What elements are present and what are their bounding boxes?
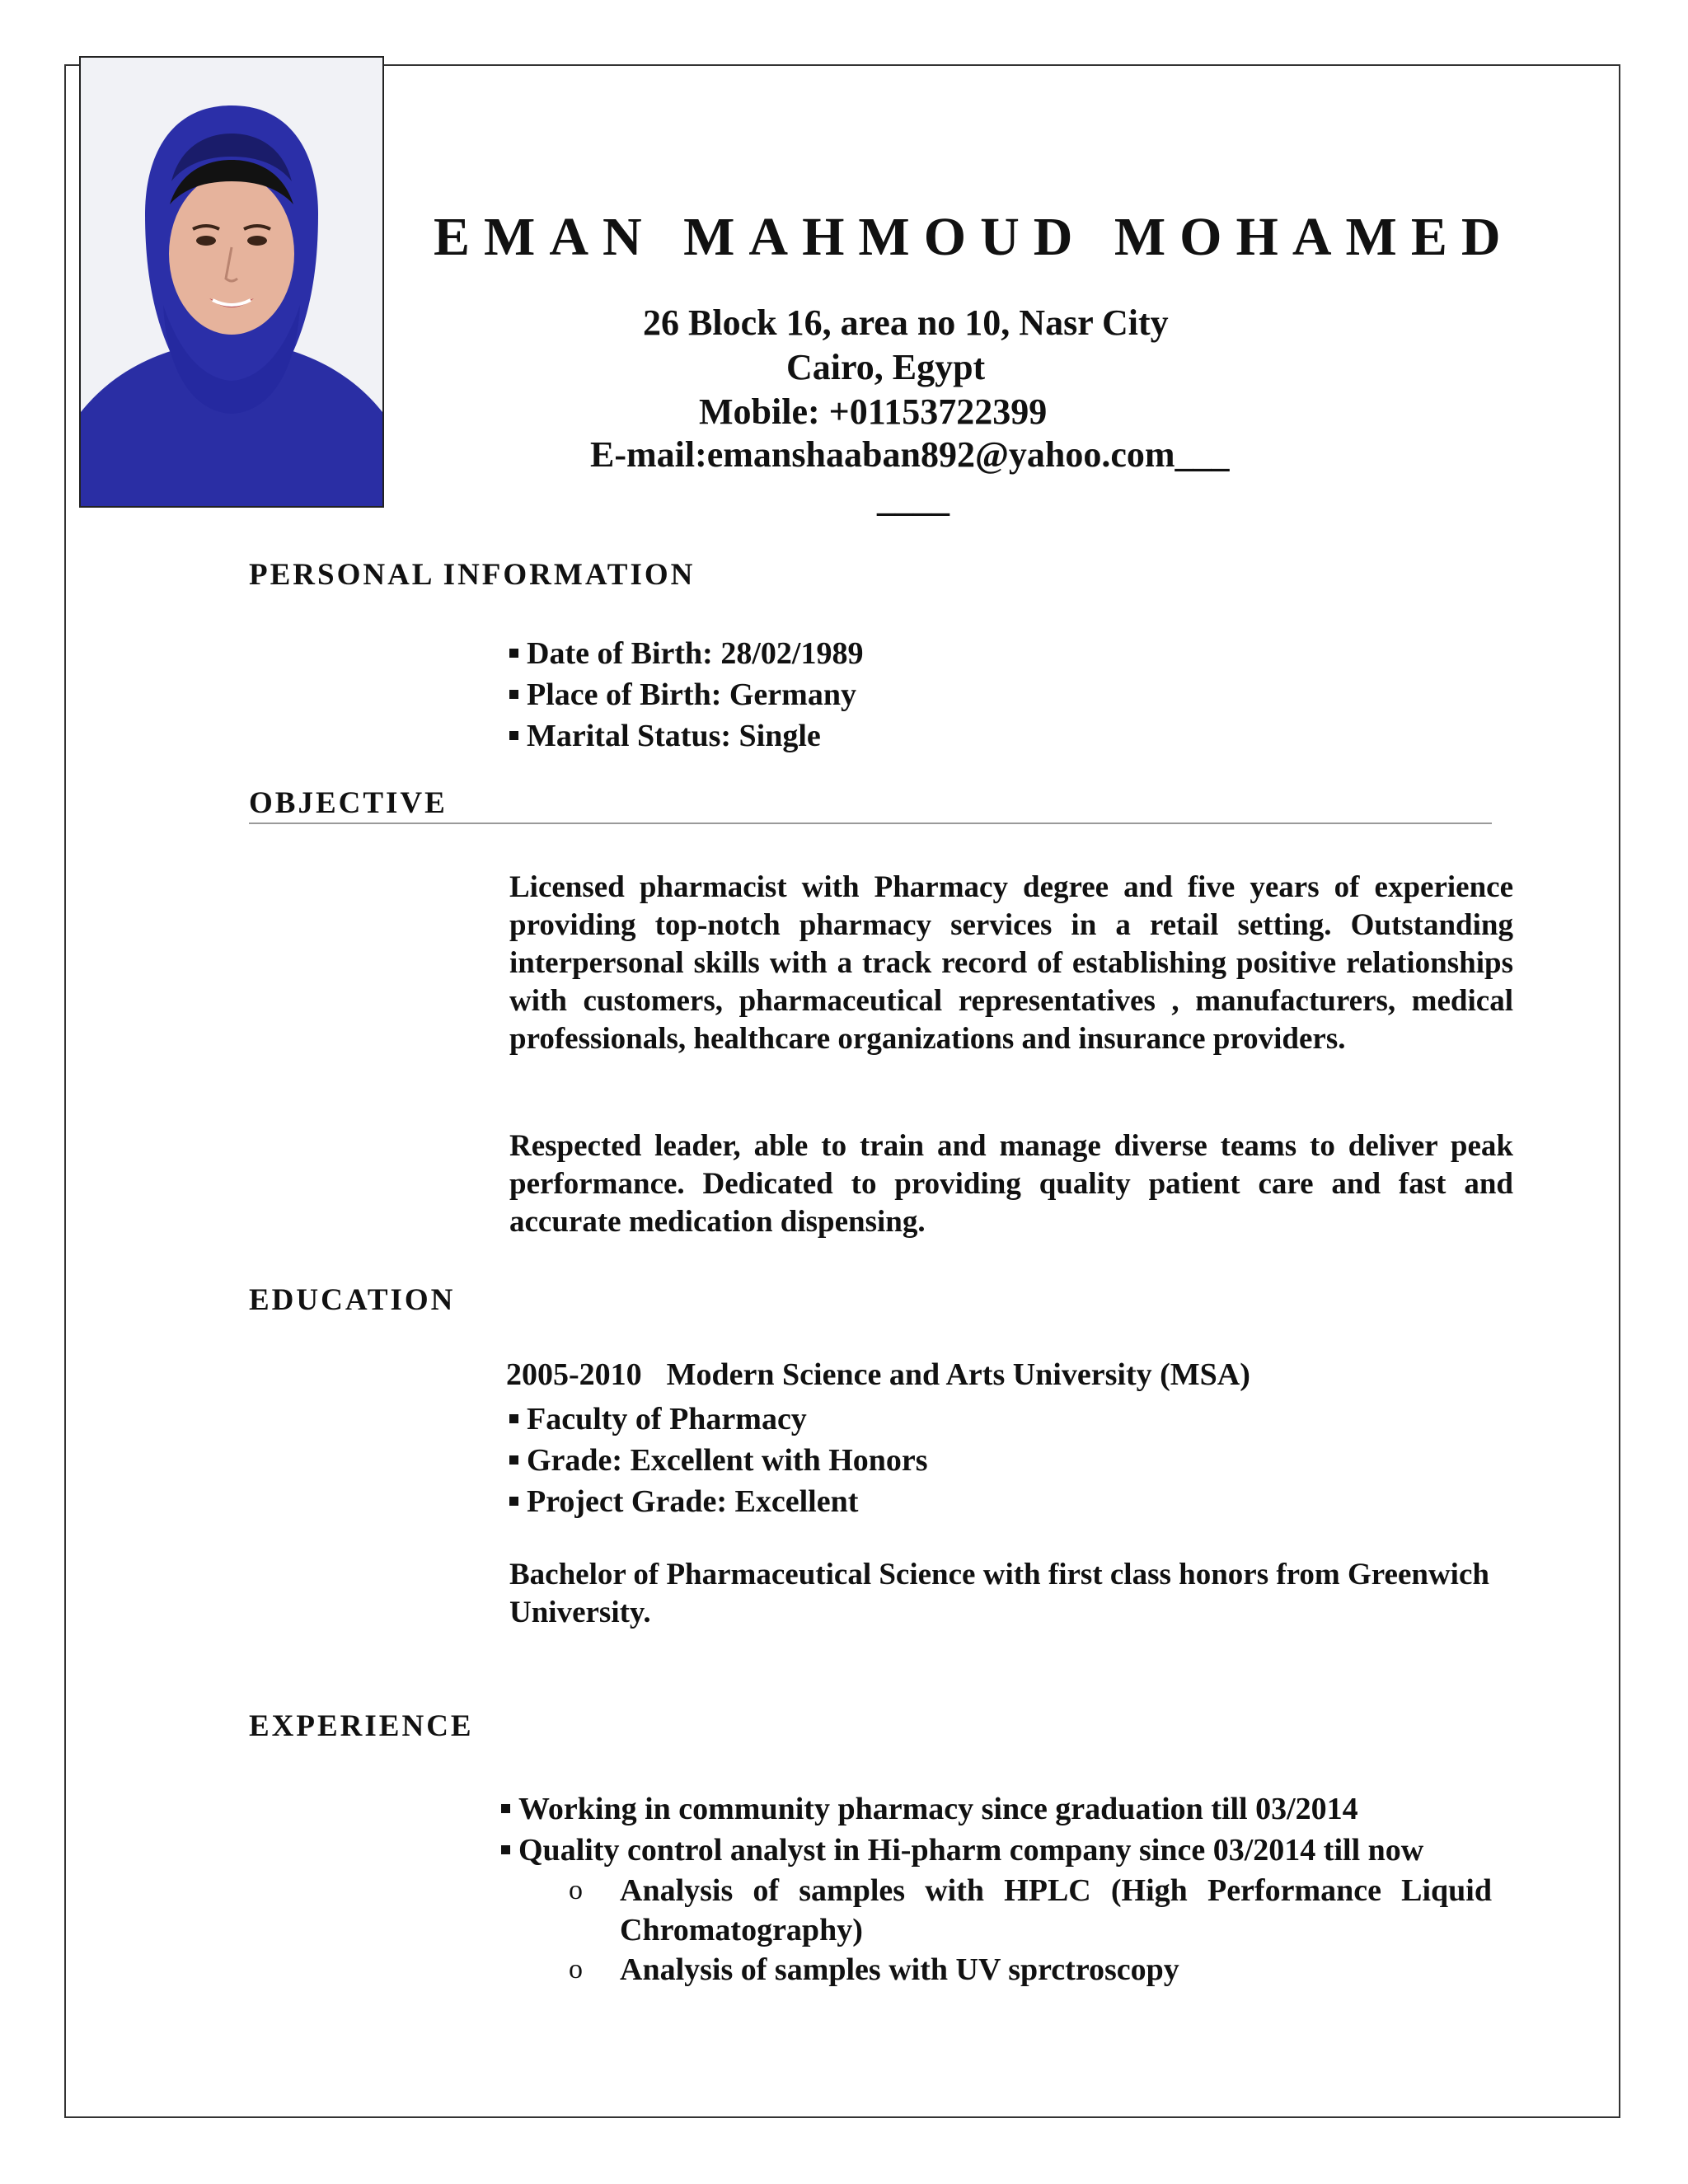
experience-list: [501, 1788, 1423, 1871]
education-note: Bachelor of Pharmaceutical Science with first class honors from Greenwich University.: [509, 1558, 1489, 1629]
mobile-line: Mobile: +01153722399: [699, 391, 1048, 432]
faculty: Faculty of Pharmacy: [527, 1402, 807, 1436]
square-bullet-icon: [509, 649, 518, 658]
personal-info-heading: PERSONAL INFORMATION: [249, 558, 696, 592]
experience-subitem-1: Analysis of samples with HPLC (High Performance Liquid Chromatography): [620, 1873, 1492, 1947]
circle-bullet-icon: o: [569, 1875, 583, 1905]
square-bullet-icon: [501, 1845, 510, 1854]
square-bullet-icon: [501, 1804, 510, 1813]
marital-status: Marital Status: Single: [527, 719, 821, 753]
address-line: 26 Block 16, area no 10, Nasr City: [643, 302, 1169, 343]
email-line: E-mail:emanshaaban892@yahoo.com___: [590, 434, 1230, 475]
list-item: [509, 715, 863, 757]
objective-paragraph-1: Licensed pharmacist with Pharmacy degree and five years of experience providing top-notch pharmacy services in a retail setting. Outstanding interpersonal skills with a track record of establishing positive relationships with customers, pharmaceutical representatives , manufacturers, medical professionals, healthcare organizations and insurance providers.: [509, 870, 1513, 1056]
experience-subitem-2: Analysis of samples with UV sprctroscopy: [620, 1952, 1179, 1987]
list-item: [501, 1830, 1423, 1871]
education-institution: Modern Science and Arts University (MSA): [666, 1357, 1250, 1392]
square-bullet-icon: [509, 1497, 518, 1506]
experience-item-1: Working in community pharmacy since graduation till 03/2014: [518, 1792, 1358, 1826]
grade: Grade: Excellent with Honors: [527, 1443, 928, 1478]
education-list: [509, 1399, 928, 1522]
education-heading: EDUCATION: [249, 1283, 456, 1317]
candidate-name: EMAN MAHMOUD MOHAMED: [434, 207, 1515, 267]
list-item: [509, 633, 863, 674]
experience-heading: EXPERIENCE: [249, 1709, 474, 1743]
city-line: Cairo, Egypt: [786, 347, 986, 387]
objective-paragraph-2: Respected leader, able to train and manage diverse teams to deliver peak performance. Dedicated to providing quality patient care and fast and accurate medication dispensing.: [509, 1129, 1513, 1239]
date-of-birth: Date of Birth: 28/02/1989: [527, 636, 864, 671]
list-item: [569, 1871, 1492, 1950]
square-bullet-icon: [509, 1414, 518, 1423]
place-of-birth: Place of Birth: Germany: [527, 677, 856, 712]
square-bullet-icon: [509, 731, 518, 740]
experience-item-2: Quality control analyst in Hi-pharm company since 03/2014 till now: [518, 1833, 1424, 1868]
square-bullet-icon: [509, 690, 518, 699]
list-item: [509, 1481, 928, 1522]
list-item: [509, 1399, 928, 1440]
personal-info-list: [509, 633, 863, 757]
circle-bullet-icon: o: [569, 1954, 583, 1985]
square-bullet-icon: [509, 1455, 518, 1465]
list-item: [509, 674, 863, 715]
education-years: 2005-2010: [506, 1357, 642, 1392]
header-underline: ____: [877, 479, 950, 519]
profile-photo: [79, 56, 384, 508]
section-divider: [249, 823, 1492, 824]
list-item: [569, 1950, 1492, 1990]
education-entry-header: [506, 1357, 1250, 1393]
portrait-image: [81, 58, 382, 506]
project-grade: Project Grade: Excellent: [527, 1484, 859, 1519]
objective-heading: OBJECTIVE: [249, 786, 448, 820]
list-item: [509, 1440, 928, 1481]
experience-sub-list: [569, 1871, 1492, 1990]
list-item: [501, 1788, 1423, 1830]
